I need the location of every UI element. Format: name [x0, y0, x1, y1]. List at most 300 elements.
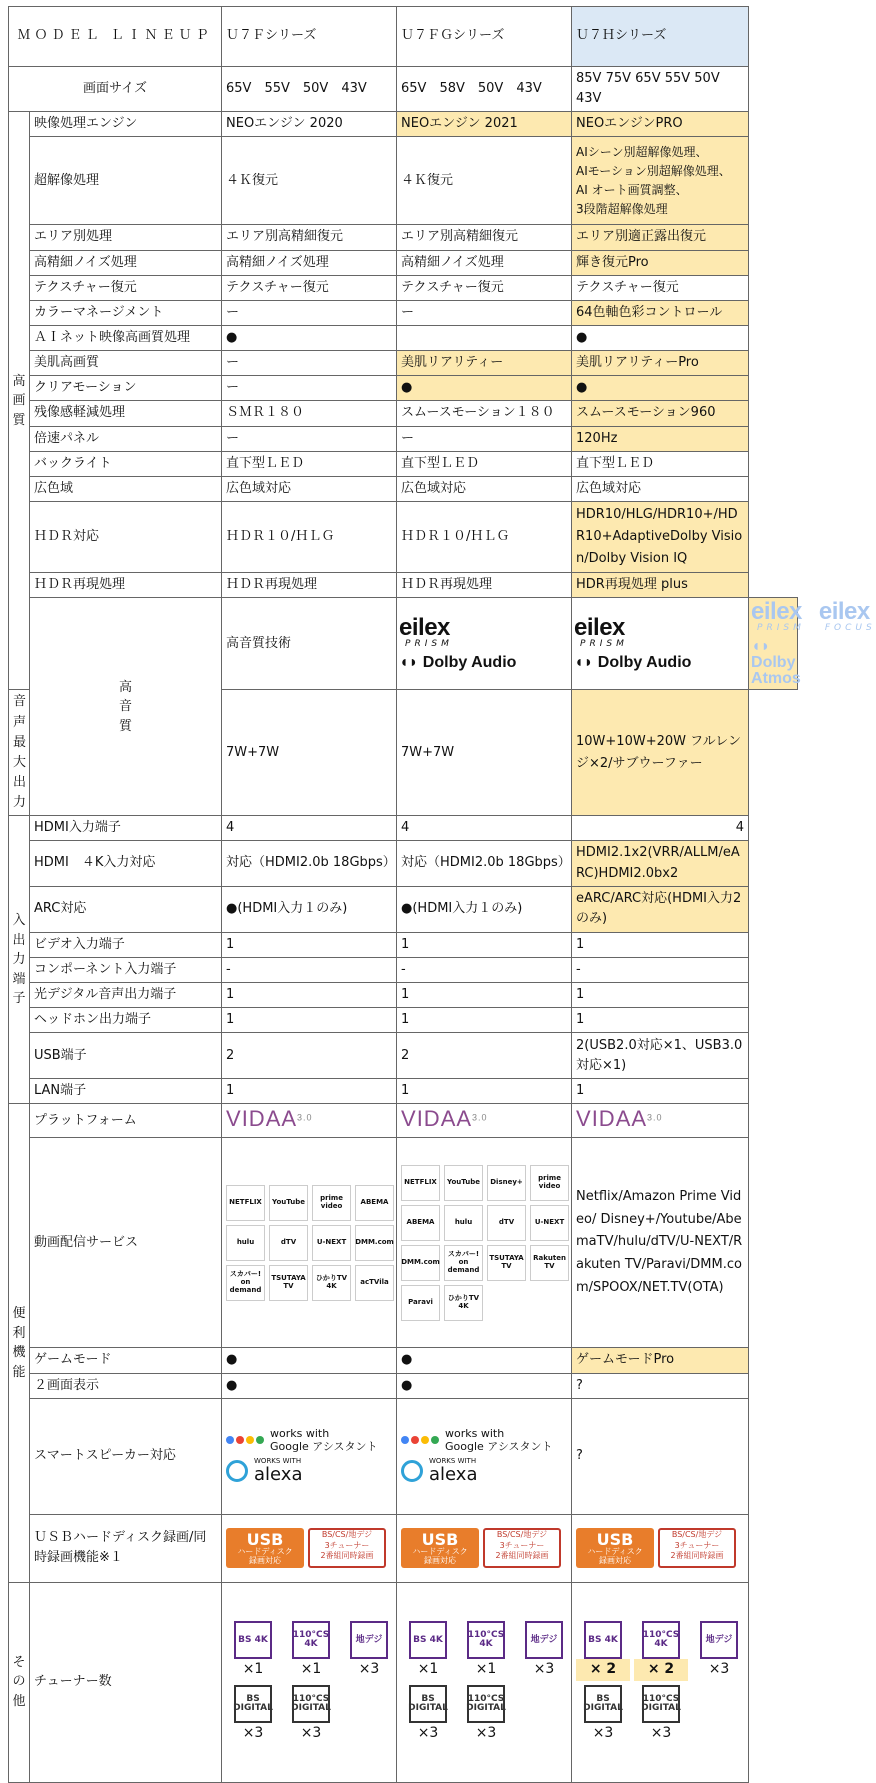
cat-char: 能 [12, 1364, 26, 1380]
row-area [9, 225, 798, 250]
label: スマートスピーカー対応 [30, 1398, 222, 1514]
tuner-count: ×3 [533, 1661, 555, 1678]
tuner-text: 3チューナー [674, 1540, 720, 1550]
tile-grid [226, 1185, 392, 1301]
category-io [9, 816, 30, 1104]
row-headphone [9, 1008, 798, 1033]
cat-char: 利 [12, 1325, 26, 1341]
row-hdr [9, 501, 798, 572]
streaming-service-tile: U-NEXT [530, 1205, 569, 1241]
row-optical [9, 982, 798, 1007]
row-lan [9, 1079, 798, 1104]
eilex-logo: eilex [574, 614, 625, 642]
tuner-item [517, 1619, 571, 1681]
label: 美肌高画質 [30, 351, 222, 376]
tuner-count: ×3 [417, 1725, 439, 1742]
streaming-service-tile: dTV [487, 1205, 526, 1241]
bs-text: BS/CS/地デジ [496, 1530, 548, 1540]
line: AIシーン別超解像処理、 [576, 144, 708, 159]
tuner-grid [226, 1619, 392, 1744]
cell: ＳＭＲ１８０ [222, 401, 397, 426]
cat-char: の [12, 1674, 26, 1690]
streaming-tiles-u7fg [397, 1138, 572, 1348]
label: ARC対応 [30, 886, 222, 932]
cell: ー [222, 376, 397, 401]
cell: 1 [572, 932, 749, 957]
prism-logo: PRISM [757, 623, 805, 634]
category-features [9, 1104, 30, 1582]
tuner-item [692, 1619, 746, 1681]
tuner-item [459, 1683, 513, 1745]
tuner-grid [401, 1619, 567, 1744]
label: バックライト [30, 451, 222, 476]
streaming-service-tile: TSUTAYA TV [487, 1245, 526, 1281]
cell: 輝き復元Pro [572, 250, 749, 275]
row-superres [9, 137, 798, 225]
cell: 1 [222, 1008, 397, 1033]
spec-table [8, 6, 876, 1783]
works-with-caps: WORKS WITH [254, 1456, 302, 1465]
cell: NEOエンジン 2020 [222, 112, 397, 137]
row-smart-speaker [9, 1398, 798, 1514]
streaming-service-tile: ABEMA [401, 1205, 440, 1241]
row-engine [9, 112, 798, 137]
tuner-grid-u7h [572, 1582, 749, 1782]
streaming-service-tile: prime video [530, 1165, 569, 1201]
cat-char: 力 [12, 952, 26, 968]
row-video [9, 932, 798, 957]
hdd-text: ハードディスク [412, 1547, 468, 1557]
category-other [9, 1582, 30, 1782]
cell: 7W+7W [397, 690, 572, 816]
usb-badges [397, 1514, 572, 1582]
cell: 1 [572, 1079, 749, 1104]
tuner-icon: 110°CS 4K [467, 1621, 505, 1659]
speaker-logos-u7f [222, 1398, 397, 1514]
label: ＨＤＲ再現処理 [30, 573, 222, 598]
usb-text: USB [246, 1529, 284, 1549]
google-assistant-logo [226, 1427, 392, 1453]
cell: エリア別高精細復元 [222, 225, 397, 250]
tuner-count: ×3 [300, 1725, 322, 1742]
cat-char: 機 [12, 1345, 26, 1360]
row-backlight [9, 451, 798, 476]
cell: 直下型ＬＥＤ [572, 451, 749, 476]
vidaa-version: 3.0 [647, 1112, 663, 1123]
tuner-count: ×3 [475, 1725, 497, 1742]
row-skin [9, 351, 798, 376]
row-speed [9, 426, 798, 451]
cell: 1 [222, 1079, 397, 1104]
tuner-count: ×1 [242, 1661, 264, 1678]
label: 高音質技術 [222, 598, 397, 690]
prism-logo: PRISM [580, 639, 628, 650]
tuner-icon: BS 4K [234, 1621, 272, 1659]
prism-logo: PRISM [405, 639, 453, 650]
cat-char: 他 [12, 1693, 26, 1709]
line: AIモーション別超解像処理、 [576, 163, 731, 178]
rec-text: 録画対応 [249, 1555, 282, 1565]
tuner-icon: 110°CS DIGITAL [467, 1685, 505, 1723]
cell: 広色域対応 [397, 476, 572, 501]
tuner-icon: 110°CS DIGITAL [642, 1685, 680, 1723]
cell: ● [572, 325, 749, 350]
audio-logos-u7fg [572, 598, 749, 690]
row-color [9, 300, 798, 325]
cell: eARC/ARC対応(HDMI入力2のみ) [572, 886, 749, 932]
tuner-item [284, 1683, 338, 1745]
cell [397, 325, 572, 350]
cell: ゲームモードPro [572, 1348, 749, 1373]
row-noise [9, 250, 798, 275]
category-image-quality [9, 112, 30, 690]
streaming-service-tile: dTV [269, 1225, 308, 1261]
streaming-service-tile: hulu [444, 1205, 483, 1241]
row-hdrproc [9, 573, 798, 598]
cell: ● [222, 325, 397, 350]
vidaa-logo [397, 1104, 572, 1138]
header-u7fg: Ｕ７ＦＧシリーズ [397, 7, 572, 67]
vidaa-version: 3.0 [297, 1112, 313, 1123]
tuner-count: ×3 [358, 1661, 380, 1678]
tuner-count: ×1 [475, 1661, 497, 1678]
cell: 2 [222, 1033, 397, 1079]
bs-text: BS/CS/地デジ [671, 1530, 723, 1540]
cell: 1 [397, 932, 572, 957]
cell: 美肌リアリティーPro [572, 351, 749, 376]
cell: 65V 58V 50V 43V [397, 67, 572, 112]
tuner-icon: BS DIGITAL [584, 1685, 622, 1723]
cell: エリア別高精細復元 [397, 225, 572, 250]
tuner-icon: 地デジ [525, 1621, 563, 1659]
cell: スムースモーション１８０ [397, 401, 572, 426]
cell [572, 137, 749, 225]
tuner-count: × 2 [576, 1659, 630, 1681]
header-u7f: Ｕ７Ｆシリーズ [222, 7, 397, 67]
cell: 2(USB2.0対応×1、USB3.0対応×1) [572, 1033, 749, 1079]
label: HDMI入力端子 [30, 816, 222, 841]
streaming-service-tile: Disney+ [487, 1165, 526, 1201]
alexa-logo [401, 1458, 567, 1485]
tuner-icon: 地デジ [350, 1621, 388, 1659]
cell: ー [397, 300, 572, 325]
tuner-item [401, 1683, 455, 1745]
label: チューナー数 [30, 1582, 222, 1782]
bs-text: BS/CS/地デジ [321, 1530, 373, 1540]
cat-char: 画 [12, 393, 26, 409]
alexa-text: alexa [429, 1464, 478, 1486]
cell: 4 [397, 816, 572, 841]
cell: ? [572, 1398, 749, 1514]
label: 音声最大出力 [9, 690, 30, 816]
usb-text: USB [596, 1529, 634, 1549]
streaming-service-tile: ひかりTV 4K [444, 1285, 483, 1321]
tuner-badge [658, 1528, 736, 1568]
cell: ＨＤＲ１０/ＨＬＧ [222, 501, 397, 572]
google-assistant-logo [401, 1427, 567, 1453]
streaming-service-tile: DMM.com [401, 1245, 440, 1281]
row-game [9, 1348, 798, 1373]
eilex-pair [751, 598, 876, 634]
cell: 1 [222, 932, 397, 957]
cat-char: 高 [12, 373, 26, 389]
usb-hdd-badge [401, 1528, 479, 1568]
cell: HDR10/HLG/HDR10+/HDR10+AdaptiveDolby Vision/Dolby Vision IQ [572, 501, 749, 572]
streaming-service-tile: TSUTAYA TV [269, 1265, 308, 1301]
row-hdmi4k [9, 841, 798, 886]
tuner-item [284, 1619, 338, 1681]
vidaa-text: VIDAA [576, 1106, 648, 1132]
tuner-item [226, 1683, 280, 1745]
cell: ー [222, 300, 397, 325]
eilex-logo: eilex [751, 598, 802, 626]
tuner-grid-u7fg [397, 1582, 572, 1782]
vidaa-logo [222, 1104, 397, 1138]
row-smr [9, 401, 798, 426]
streaming-service-tile: Paravi [401, 1285, 440, 1321]
label-screen-size: 画面サイズ [9, 67, 222, 112]
usb-hdd-badge [226, 1528, 304, 1568]
tuner-item [401, 1619, 455, 1681]
streaming-service-tile: NETFLIX [226, 1185, 265, 1221]
cell: 直下型ＬＥＤ [222, 451, 397, 476]
tuner-item [576, 1683, 630, 1745]
streaming-service-tile: スカパー! on demand [226, 1265, 265, 1301]
tuner-count: ×3 [708, 1661, 730, 1678]
cell: テクスチャー復元 [222, 275, 397, 300]
cell: テクスチャー復元 [572, 275, 749, 300]
tuner-item [226, 1619, 280, 1681]
label: ＵＳＢハードディスク録画/同時録画機能※１ [30, 1514, 222, 1582]
cell: 85V 75V 65V 55V 50V 43V [572, 67, 749, 112]
cat-char: 子 [12, 991, 26, 1007]
cell: 1 [397, 982, 572, 1007]
tuner-icon: 110°CS 4K [642, 1621, 680, 1659]
cat-char: 高 [119, 679, 133, 695]
cell: 直下型ＬＥＤ [397, 451, 572, 476]
tile-grid [401, 1165, 567, 1321]
cat-char: 出 [12, 932, 26, 948]
cell: ● [397, 1373, 572, 1398]
row-clear [9, 376, 798, 401]
tuner-count: ×1 [300, 1661, 322, 1678]
tuner-item [342, 1619, 396, 1681]
label: テクスチャー復元 [30, 275, 222, 300]
tuner-count: × 2 [634, 1659, 688, 1681]
cell: 65V 55V 50V 43V [222, 67, 397, 112]
dolby-audio-logo: ◖◗ Dolby Audio [399, 654, 517, 672]
cell: エリア別適正露出復元 [572, 225, 749, 250]
row-usb [9, 1033, 798, 1079]
usb-hdd-badge [576, 1528, 654, 1568]
row-screen-size [9, 67, 798, 112]
usb-badges [572, 1514, 749, 1582]
cell: Netflix/Amazon Prime Video/ Disney+/Youtube/AbemaTV/hulu/dTV/U-NEXT/Rakuten TV/Paravi/DMM.com/SPOOX/NET.TV(OTA) [572, 1138, 749, 1348]
dolby-text: Dolby Audio [597, 654, 692, 672]
label: エリア別処理 [30, 225, 222, 250]
tuner-item [634, 1683, 688, 1745]
cat-char: 端 [12, 971, 26, 987]
label: ＨＤＲ対応 [30, 501, 222, 572]
streaming-service-tile: ひかりTV 4K [312, 1265, 351, 1301]
dual-text: 2番組同時録画 [495, 1550, 549, 1560]
label: 残像感軽減処理 [30, 401, 222, 426]
header-row [9, 7, 798, 67]
cell: ＨＤＲ再現処理 [222, 573, 397, 598]
cell: 10W+10W+20W フルレンジ×2/サブウーファー [572, 690, 749, 816]
cell: テクスチャー復元 [397, 275, 572, 300]
cell: ●(HDMI入力１のみ) [222, 886, 397, 932]
streaming-service-tile: acTVila [355, 1265, 394, 1301]
cell: 1 [572, 982, 749, 1007]
dolby-text: Dolby Audio [422, 654, 517, 672]
tuner-text: 3チューナー [499, 1540, 545, 1550]
cat-char: そ [12, 1654, 26, 1670]
focus-logo: FOCUS [824, 623, 876, 634]
label: ＡＩネット映像高画質処理 [30, 325, 222, 350]
eilex-logo: eilex [818, 598, 870, 626]
label: クリアモーション [30, 376, 222, 401]
cat-char: 質 [119, 718, 133, 734]
row-gamut [9, 476, 798, 501]
alexa-logo [226, 1458, 392, 1485]
tuner-icon: 110°CS DIGITAL [292, 1685, 330, 1723]
cell: 1 [397, 1008, 572, 1033]
rec-text: 録画対応 [599, 1555, 632, 1565]
cell: ? [572, 1373, 749, 1398]
dolby-audio-logo: ◖◗ Dolby Audio [574, 654, 692, 672]
cell: 高精細ノイズ処理 [397, 250, 572, 275]
tuner-item [459, 1619, 513, 1681]
row-streaming [9, 1138, 798, 1348]
cell: ● [222, 1348, 397, 1373]
cell: NEOエンジン 2021 [397, 112, 572, 137]
streaming-service-tile: YouTube [444, 1165, 483, 1201]
row-dual [9, 1373, 798, 1398]
cell: ー [222, 426, 397, 451]
speaker-logos-u7fg [397, 1398, 572, 1514]
streaming-service-tile: DMM.com [355, 1225, 394, 1261]
header-u7h: Ｕ７Ｈシリーズ [572, 7, 749, 67]
tuner-icon: BS DIGITAL [409, 1685, 447, 1723]
cell: NEOエンジンPRO [572, 112, 749, 137]
cell: ● [572, 376, 749, 401]
label: ゲームモード [30, 1348, 222, 1373]
cell: 1 [222, 982, 397, 1007]
cat-char: 音 [119, 699, 133, 715]
cell: 2 [397, 1033, 572, 1079]
tuner-icon: BS 4K [584, 1621, 622, 1659]
label: LAN端子 [30, 1079, 222, 1104]
google-text: Google アシスタント [445, 1440, 553, 1454]
tuner-count: ×1 [417, 1661, 439, 1678]
row-component [9, 957, 798, 982]
streaming-service-tile: Rakuten TV [530, 1245, 569, 1281]
tuner-icon: BS 4K [409, 1621, 447, 1659]
row-tuner [9, 1582, 798, 1782]
cell: 対応（HDMI2.0b 18Gbps） [397, 841, 572, 886]
cell: ● [397, 1348, 572, 1373]
audio-logos-u7f [397, 598, 572, 690]
cell: 1 [397, 1079, 572, 1104]
row-arc [9, 886, 798, 932]
tuner-icon: 地デジ [700, 1621, 738, 1659]
cell: スムースモーション960 [572, 401, 749, 426]
streaming-service-tile: YouTube [269, 1185, 308, 1221]
cell: ー [222, 351, 397, 376]
line: 3段階超解像処理 [576, 202, 668, 217]
cell: 高精細ノイズ処理 [222, 250, 397, 275]
works-with: works with [270, 1427, 330, 1441]
label: コンポーネント入力端子 [30, 957, 222, 982]
cat-char: 質 [12, 412, 26, 428]
row-usb-recording [9, 1514, 798, 1582]
row-texture [9, 275, 798, 300]
rec-text: 録画対応 [424, 1555, 457, 1565]
usb-text: USB [421, 1529, 459, 1549]
tuner-grid [576, 1619, 744, 1744]
cell: 7W+7W [222, 690, 397, 816]
tuner-text: 3チューナー [324, 1540, 370, 1550]
tuner-badge [483, 1528, 561, 1568]
label: 光デジタル音声出力端子 [30, 982, 222, 1007]
cell: 美肌リアリティー [397, 351, 572, 376]
category-audio [30, 598, 222, 816]
label: 高精細ノイズ処理 [30, 250, 222, 275]
alexa-text: alexa [254, 1464, 303, 1486]
tuner-item [576, 1619, 630, 1681]
streaming-service-tile: スカパー! on demand [444, 1245, 483, 1281]
label: 動画配信サービス [30, 1138, 222, 1348]
usb-badges [222, 1514, 397, 1582]
audio-logos-u7h [749, 598, 876, 690]
model-lineup-header: ＭＯＤＥＬ ＬＩＮＥＵＰ [9, 7, 222, 67]
cell: - [397, 957, 572, 982]
label: USB端子 [30, 1033, 222, 1079]
tuner-count: ×3 [650, 1725, 672, 1742]
cell: HDR再現処理 plus [572, 573, 749, 598]
label: 広色域 [30, 476, 222, 501]
hdd-text: ハードディスク [237, 1547, 293, 1557]
cell: HDMI2.1x2(VRR/ALLM/eARC)HDMI2.0bx2 [572, 841, 749, 886]
cell: 4 [572, 816, 749, 841]
label: ２画面表示 [30, 1373, 222, 1398]
cell: 1 [572, 1008, 749, 1033]
tuner-badge [308, 1528, 386, 1568]
row-hdmi [9, 816, 798, 841]
dolby-atmos-logo: ◖◗ Dolby Atmos [751, 638, 801, 688]
tuner-icon: 110°CS 4K [292, 1621, 330, 1659]
hdd-text: ハードディスク [587, 1547, 643, 1557]
tuner-count: ×3 [242, 1725, 264, 1742]
label: カラーマネージメント [30, 300, 222, 325]
cell: ＨＤＲ再現処理 [397, 573, 572, 598]
cell: ４Ｋ復元 [397, 137, 572, 225]
label: プラットフォーム [30, 1104, 222, 1138]
label: 映像処理エンジン [30, 112, 222, 137]
cell: - [222, 957, 397, 982]
tuner-count: ×3 [592, 1725, 614, 1742]
cell: 4 [222, 816, 397, 841]
vidaa-text: VIDAA [226, 1106, 298, 1132]
label: 超解像処理 [30, 137, 222, 225]
vidaa-text: VIDAA [401, 1106, 473, 1132]
row-ainet [9, 325, 798, 350]
cat-char: 入 [12, 913, 26, 929]
works-with-caps: WORKS WITH [429, 1456, 477, 1465]
cell: - [572, 957, 749, 982]
vidaa-logo [572, 1104, 749, 1138]
